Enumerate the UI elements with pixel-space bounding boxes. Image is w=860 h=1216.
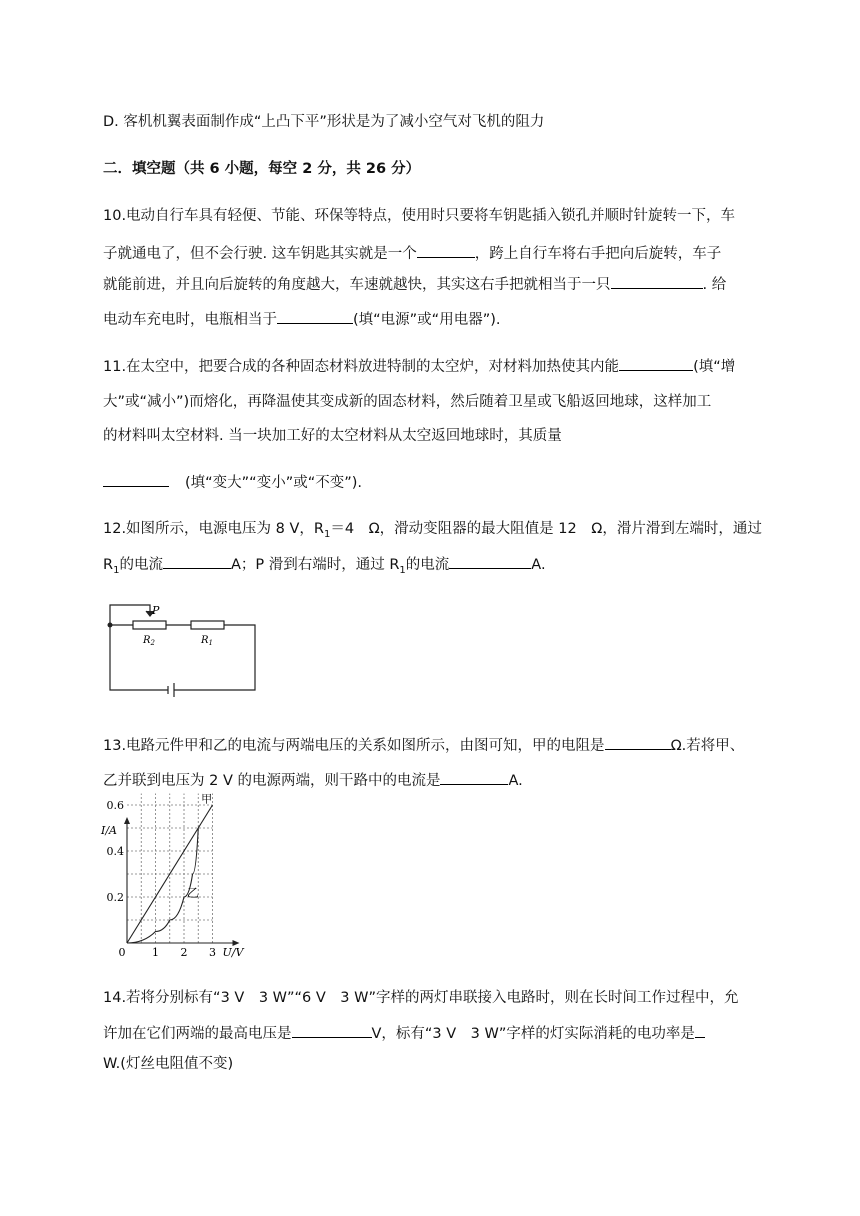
r2-label: $R_2$ [143,635,155,647]
q10-line-1: 10.电动自行车具有轻便、节能、环保等特点，使用时只要将车钥匙插入锁孔并顺时针旋转一下，车 [103,208,736,224]
q13-blank-1[interactable] [605,735,671,750]
x-tick-label: 0 [118,946,126,959]
q11-line-2: 大”或“减小”)而熔化，再降温使其变成新的固态材料，然后随着卫星或飞船返回地球，这样加工 [103,394,712,410]
q10-blank-1[interactable] [417,243,475,258]
q14-line-1: 14.若将分别标有“3 V 3 W”“6 V 3 W”字样的两灯串联接入电路时，则在长时间工作过程中，允 [103,990,739,1006]
x-tick-label: 1 [152,946,159,959]
q14-blank-1[interactable] [292,1023,372,1038]
q10-blank-3[interactable] [277,309,353,324]
q10-blank-2[interactable] [611,274,703,289]
q12-blank-2[interactable] [449,554,531,569]
q10-line-2: 子就通电了，但不会行驶. 这车钥匙其实就是一个 ，跨上自行车将右手把向后旋转，车子 [103,243,721,264]
q11-blank-1[interactable] [619,356,693,371]
q11-line-1: 11.在太空中，把要合成的各种固态材料放进特制的太空炉，对材料加热使其内能 (填“增 [103,356,735,377]
q13-line-2: 乙并联到电压为 2 V 的电源两端，则干路中的电流是 A. [103,770,523,791]
q14-blank-2[interactable] [695,1023,705,1038]
option-d-line: D. 客机机翼表面制作成“上凸下平”形状是为了减小空气对飞机的阻力 [103,114,545,130]
series-label-yi: 乙 [186,886,199,900]
q12-blank-1[interactable] [163,554,231,569]
y-tick-label: 0.2 [106,891,124,904]
q14-line-3: W.(灯丝电阻值不变) [103,1056,234,1072]
x-tick-label: 2 [180,946,188,959]
q13-line-1: 13.电路元件甲和乙的电流与两端电压的关系如图所示，由图可知，甲的电阻是 Ω.若将甲、 [103,735,744,756]
q12-line-2: $R_1$的电流 A；P 滑到右端时，通过 $R_1$的电流 A. [103,554,546,575]
q14-line-2: 许加在它们两端的最高电压是 V，标有“3 V 3 W”字样的灯实际消耗的电功率是 [103,1023,705,1044]
q10-line-3: 就能前进，并且向后旋转的角度越大，车速就越快，其实这右手把就相当于一只 . 给 [103,274,726,295]
q13-blank-2[interactable] [440,770,508,785]
junction-dot [108,623,113,628]
x-axis-label: U/V [222,946,244,959]
y-axis-arrow [124,817,130,824]
circuit-diagram [100,598,262,696]
y-tick-label: 0.4 [106,845,124,858]
series-label-jia: 甲 [201,792,213,806]
q10-line-4: 电动车充电时，电瓶相当于 (填“电源”或“用电器”). [103,309,500,330]
r1-label: $R_1$ [201,635,213,647]
y-axis-label: I/A [101,824,117,837]
q11-line-3: 的材料叫太空材料. 当一块加工好的太空材料从太空返回地球时，其质量 [103,428,562,444]
current-voltage-chart [100,792,270,959]
slider-p-label: P [152,604,160,617]
y-tick-label: 0.6 [106,799,124,812]
x-tick-label: 3 [209,946,216,959]
q11-blank-2[interactable] [103,472,169,487]
q11-line-4: (填“变大”“变小”或“不变”). [103,472,362,493]
q12-line-1: 12.如图所示，电源电压为 8 V，$R_1=4$ Ω，滑动变阻器的最大阻值是 12 Ω，滑片滑到左端时，通过 [103,521,762,540]
section-heading: 二．填空题（共 6 小题，每空 2 分，共 26 分） [103,161,421,177]
